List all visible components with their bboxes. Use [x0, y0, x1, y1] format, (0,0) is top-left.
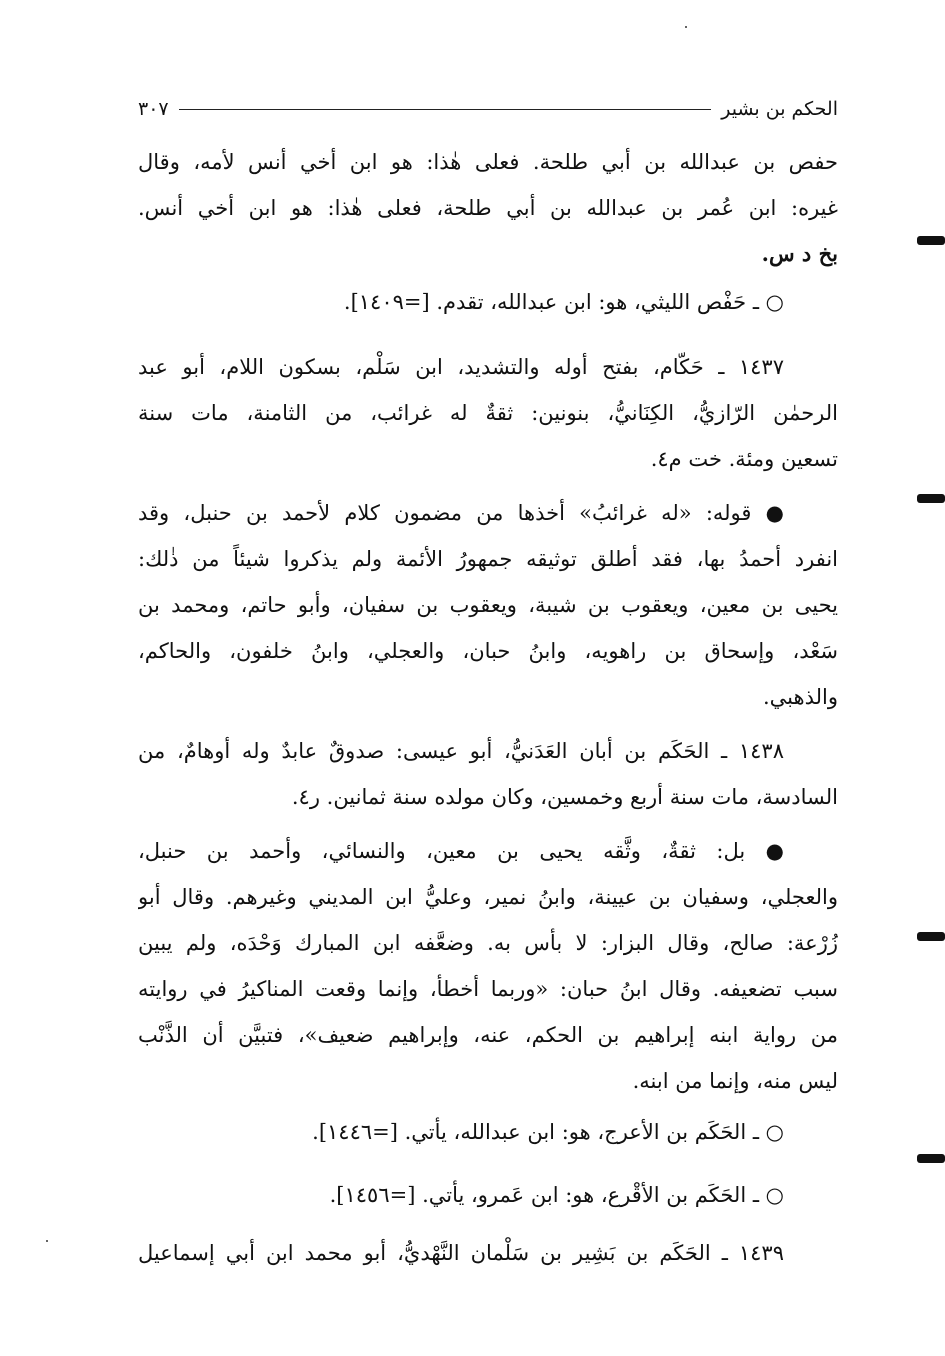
- text-line: يحيى بن معين، ويعقوب بن شيبة، ويعقوب بن سفيان، وأبو حاتم، ومحمد بن: [138, 593, 838, 617]
- text-line: ليس منه، وإنما من ابنه.: [632, 1069, 838, 1093]
- text-line: سَعْد، وإسحاق بن راهويه، وابنُ حبان، والعجلي، وابنُ خلفون، والحاكم،: [138, 639, 838, 663]
- cross-reference: [138, 1109, 838, 1155]
- text-line: ○ ـ حَفْص الليثي، هو: ابن عبدالله، تقدم. [=١٤٠٩].: [343, 290, 784, 314]
- entry-continuation: [138, 139, 838, 277]
- margin-mark: [917, 932, 945, 941]
- text-line: والعجلي، وسفيان بن عيينة، وابنُ نمير، وعليُّ ابن المديني وغيرهم. وقال أبو: [138, 885, 838, 909]
- header-title: الحكم بن بشير: [721, 98, 838, 120]
- page-number: ٣٠٧: [138, 98, 169, 120]
- text-line: بخ د س.: [761, 241, 838, 266]
- text-line: ● بل: ثقةٌ، وثَّقه يحيى بن معين، والنسائي، وأحمد بن حنبل،: [138, 839, 784, 863]
- entry-1437: [138, 344, 838, 482]
- text-line: ○ ـ الحَكَم بن الأعرج، هو: ابن عبدالله، يأتي. [=١٤٤٦].: [312, 1120, 784, 1144]
- scan-speck: [685, 26, 687, 28]
- commentary-1437: [138, 490, 838, 720]
- margin-mark: [917, 1154, 945, 1163]
- commentary-1438: [138, 828, 838, 1104]
- text-line: انفرد أحمدُ بها، فقد أطلق توثيقه جمهورُ الأئمة ولم يذكروا شيئاً من ذٰلك:: [138, 547, 838, 571]
- text-line: ١٤٣٨ ـ الحَكَم بن أبان العَدَنيُّ، أبو عيسى: صدوقٌ عابدٌ وله أوهامٌ، من: [138, 739, 784, 763]
- margin-mark: [917, 236, 945, 245]
- entry-1439: [138, 1230, 838, 1276]
- text-line: تسعين ومئة. خت م٤.: [650, 447, 838, 471]
- text-line: ١٤٣٧ ـ حَكّام، بفتح أوله والتشديد، ابن سَلْم، بسكون اللام، أبو عبد: [138, 355, 784, 379]
- text-line: ● قوله: «له غرائبُ» أخذها من مضمون كلام لأحمد بن حنبل، وقد: [138, 501, 784, 525]
- text-line: غيره: ابن عُمر بن عبدالله بن أبي طلحة، فعلى هٰذا: هو ابن أخي أنس.: [138, 196, 838, 220]
- margin-mark: [917, 494, 945, 503]
- text-line: سبب تضعيفه. وقال ابنُ حبان: «وربما أخطأ، وإنما وقعت المناكيرُ في روايته: [138, 977, 838, 1001]
- text-line: ○ ـ الحَكَم بن الأقْرع، هو: ابن عَمرو، يأتي. [=١٤٥٦].: [329, 1183, 784, 1207]
- text-line: السادسة، مات سنة أربع وخمسين، وكان مولده سنة ثمانين. ر٤.: [291, 785, 838, 809]
- text-line: ١٤٣٩ ـ الحَكَم بن بَشِير بن سَلْمان النَّهْديُّ، أبو محمد ابن أبي إسماعيل: [138, 1241, 784, 1265]
- scan-speck: [46, 1240, 48, 1242]
- text-line: والذهبي.: [763, 685, 838, 709]
- cross-reference: [138, 1172, 838, 1218]
- entry-1438: [138, 728, 838, 820]
- header-rule: [179, 109, 712, 110]
- text-line: الرحمٰن الرّازيُّ، الكِنَانيُّ، بنونين: ثقةٌ له غرائب، من الثامنة، مات سنة: [138, 401, 838, 425]
- text-line: حفص بن عبدالله بن أبي طلحة. فعلى هٰذا: هو ابن أخي أنس لأمه، وقال: [138, 150, 838, 174]
- running-header: [138, 94, 838, 124]
- text-line: من رواية ابنه إبراهيم بن الحكم، عنه، وإبراهيم ضعيف»، فتبيَّن أن الذَّنْب: [138, 1023, 838, 1047]
- text-line: زُرْعة: صالح، وقال البزار: لا بأس به. وضعَّفه ابن المبارك وَحْدَه، ولم يبين: [138, 931, 838, 955]
- cross-reference: [138, 279, 838, 325]
